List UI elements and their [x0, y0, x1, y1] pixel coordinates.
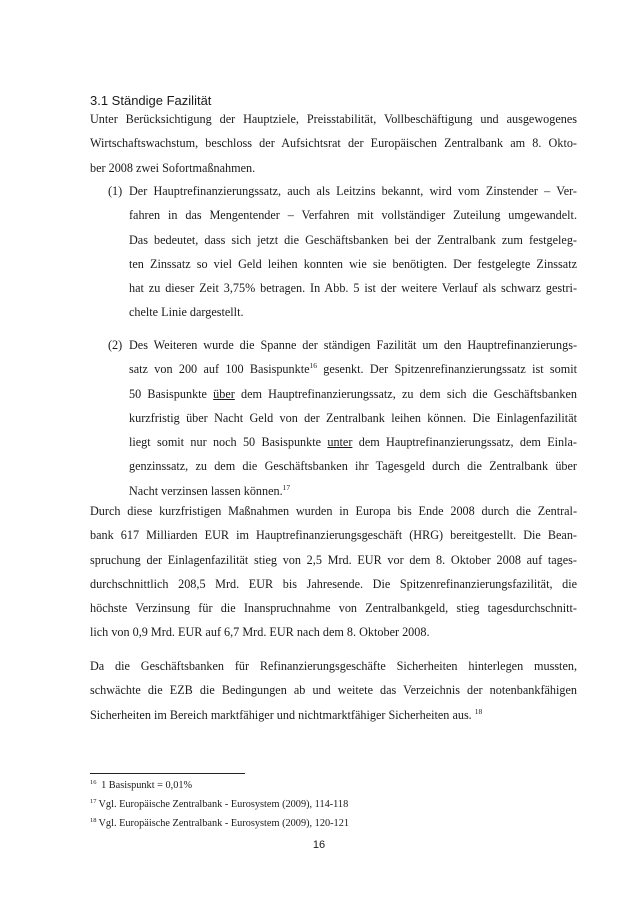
text-segment: satz von 200 auf 100 Basispunkte	[129, 362, 310, 377]
text-line: Der Hauptrefinanzierungssatz, auch als Leitzins bekannt, wird vom Zinstender – Ver-	[129, 184, 577, 198]
text-line: Wirtschaftswachstum, beschloss der Aufsichtsrat der Europäischen Zentralbank am 8. Okto-	[90, 136, 577, 151]
text-line: ten Zinssatz so viel Geld leihen konnten wie sie benötigten. Der festgelegte Zinssatz	[129, 256, 577, 271]
footnote-mark: 16	[90, 779, 97, 786]
text-line: ber 2008 zwei Sofortmaßnahmen.	[90, 160, 256, 175]
text-segment: dem Hauptrefinanzierungssatz, dem Einla-	[352, 435, 577, 450]
list-number: (1)	[108, 184, 123, 198]
text-segment: liegt somit nur noch 50 Basispunkte	[129, 435, 328, 450]
text-line: Unter Berücksichtigung der Hauptziele, Preisstabilität, Vollbeschäftigung und ausgewogenes	[90, 112, 577, 126]
text-segment: 50 Basispunkte	[129, 386, 214, 401]
footnote-ref: 18	[474, 706, 483, 716]
footnote-text: Vgl. Europäische Zentralbank - Eurosystem (2009), 114-118	[98, 799, 349, 810]
text-line: höchste Verzinsung für die Inanspruchnahme von Zentralbankgeld, stieg tagesdurchschnitt-	[90, 601, 577, 616]
text-line: chelte Linie dargestellt.	[129, 305, 244, 320]
text-line: Des Weiteren wurde die Spanne der ständigen Fazilität um den Hauptrefinanzierungs-	[129, 338, 577, 352]
footnote-17	[90, 798, 348, 812]
text-line: spruchung der Einlagenfazilität stieg von 2,5 Mrd. EUR vor dem 8. Oktober 2008 auf tages-	[90, 552, 577, 567]
text-line: hat zu dieser Zeit 3,75% betragen. In Abb. 5 ist der weitere Verlauf als schwarz gestri-	[129, 281, 577, 296]
footnote-16	[90, 779, 192, 793]
text-line: Das bedeutet, dass sich jetzt die Geschäftsbanken bei der Zentralbank zum festgeleg-	[129, 232, 577, 247]
text-line: fahren in das Mengentender – Verfahren mit vollständiger Zuteilung umgewandelt.	[129, 208, 577, 223]
footnote-18	[90, 817, 349, 831]
text-line	[108, 430, 577, 454]
footnote-mark: 17	[90, 798, 97, 805]
text-line: Da die Geschäftsbanken für Refinanzierungsgeschäfte Sicherheiten hinterlegen mussten,	[90, 659, 577, 673]
text-line: schwächte die EZB die Bedingungen ab und weitete das Verzeichnis der notenbankfähigen	[90, 683, 577, 698]
paragraph-collateral	[90, 654, 577, 727]
text-line: genzinssatz, zu dem die Geschäftsbanken ihr Tagesgeld durch die Zentralbank über	[129, 459, 577, 474]
text-line: lich von 0,9 Mrd. EUR auf 6,7 Mrd. EUR nach dem 8. Oktober 2008.	[90, 625, 430, 640]
footnote-mark: 18	[90, 817, 97, 824]
text-segment: gesenkt. Der Spitzenrefinanzierungssatz ist somit	[317, 362, 578, 377]
list-number: (2)	[108, 338, 123, 352]
footnote-text: Vgl. Europäische Zentralbank - Eurosystem (2009), 120-121	[98, 818, 349, 829]
intro-paragraph	[90, 107, 577, 180]
text-line: bank 617 Milliarden EUR im Hauptrefinanzierungsgeschäft (HRG) bereitgestellt. Die Bean-	[90, 528, 577, 543]
text-line: durchschnittlich 208,5 Mrd. EUR bis Jahresende. Die Spitzenrefinanzierungsfazilität, die	[90, 576, 577, 591]
text-segment: Nacht verzinsen lassen können.	[129, 483, 283, 498]
text-line	[108, 382, 577, 406]
text-segment: dem Hauptrefinanzierungssatz, zu dem sich die Geschäftsbanken	[234, 386, 577, 401]
paragraph-measures	[90, 499, 577, 645]
underlined-word: unter	[327, 435, 353, 450]
text-line	[108, 357, 577, 381]
footnote-ref: 17	[282, 482, 291, 492]
text-line: kurzfristig über Nacht Geld von der Zentralbank leihen können. Die Einlagenfazilität	[129, 410, 577, 425]
text-segment: Sicherheiten im Bereich marktfähiger und nichtmarktfähiger Sicherheiten aus.	[90, 707, 475, 722]
underlined-word: über	[213, 386, 235, 401]
list-item-2	[108, 333, 577, 503]
text-line: Durch diese kurzfristigen Maßnahmen wurden in Europa bis Ende 2008 durch die Zentral-	[90, 504, 577, 518]
page-number: 16	[312, 839, 326, 851]
text-line	[90, 703, 577, 727]
footnote-ref: 16	[309, 361, 317, 371]
footnote-text: 1 Basispunkt = 0,01%	[98, 780, 193, 791]
list-item-1	[108, 179, 577, 325]
section-heading: 3.1 Ständige Fazilität	[90, 93, 212, 108]
footnote-divider	[90, 773, 245, 774]
